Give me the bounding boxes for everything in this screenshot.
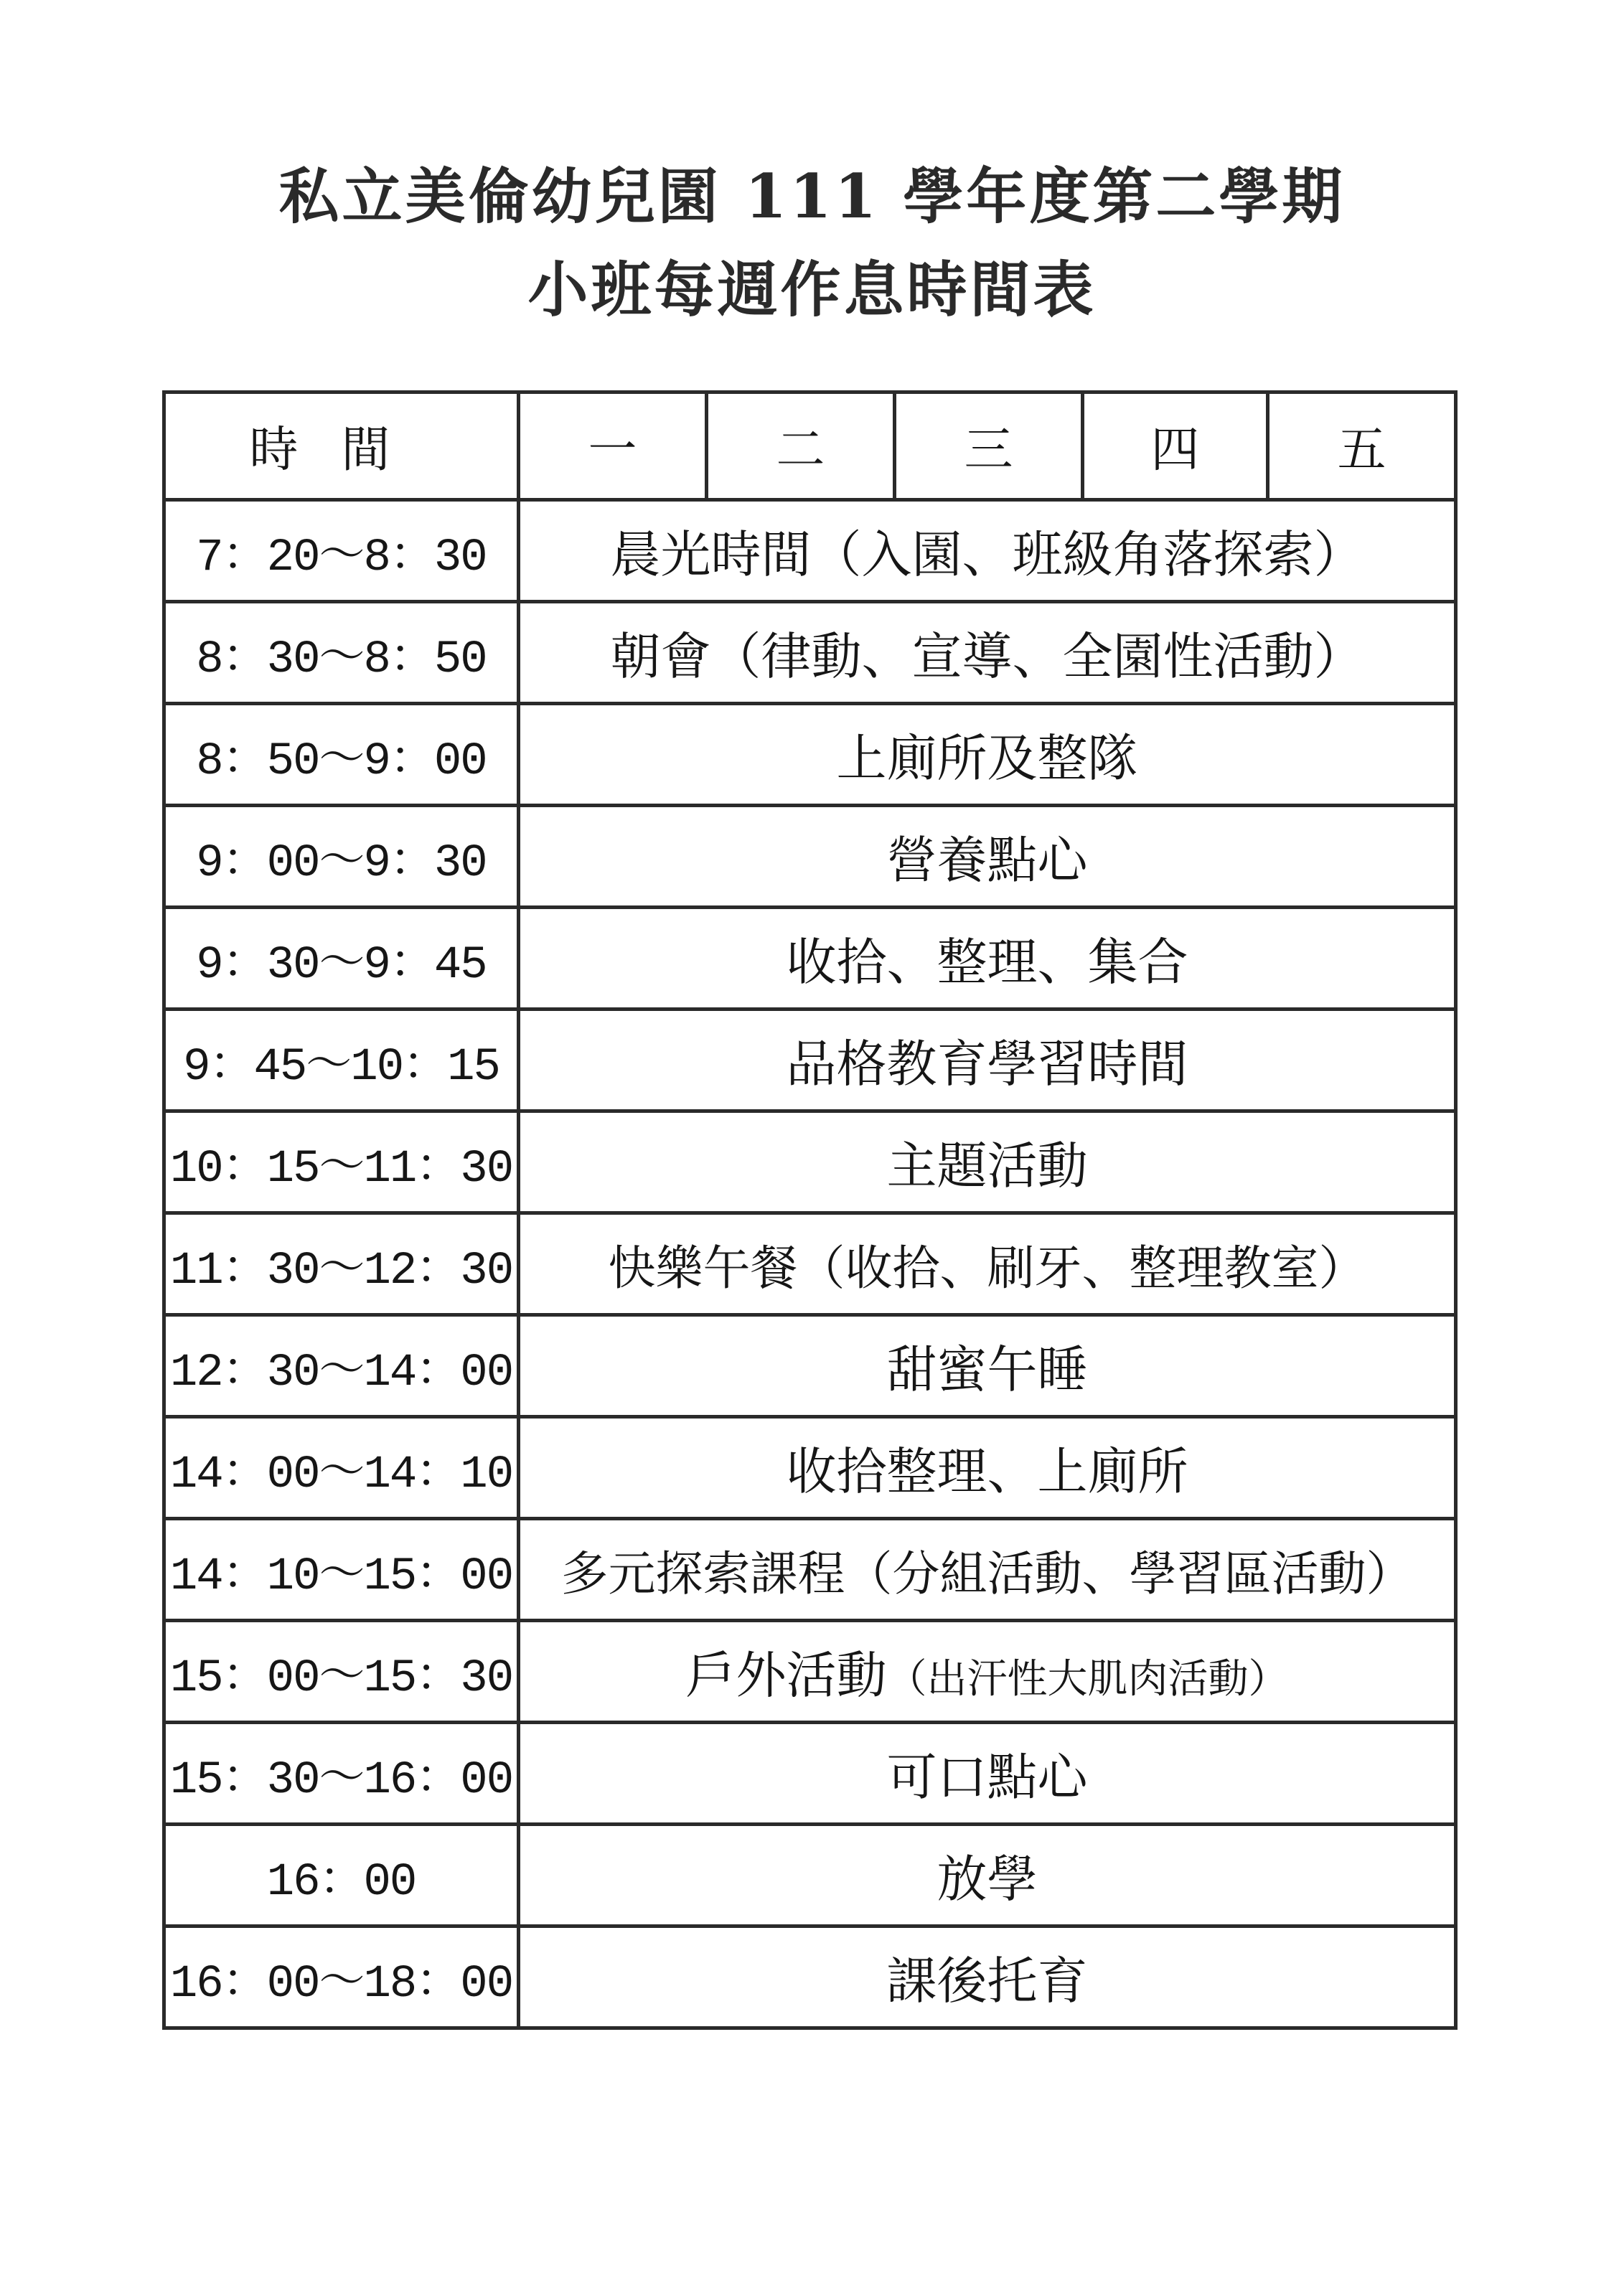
time-cell: 8：30～8：50 bbox=[164, 602, 519, 704]
activity-cell: 上廁所及整隊 bbox=[519, 704, 1456, 806]
header-row bbox=[164, 392, 1456, 500]
time-cell: 11：30～12：30 bbox=[164, 1213, 519, 1315]
table-row bbox=[164, 1315, 1456, 1417]
table-row bbox=[164, 500, 1456, 602]
activity-cell: 營養點心 bbox=[519, 806, 1456, 908]
day-header-fri: 五 bbox=[1268, 392, 1456, 500]
activity-cell: 快樂午餐（收拾、刷牙、整理教室） bbox=[519, 1213, 1456, 1315]
day-header-wed: 三 bbox=[895, 392, 1083, 500]
time-cell: 14：10～15：00 bbox=[164, 1519, 519, 1621]
activity-text: 戶外活動 bbox=[685, 1646, 887, 1705]
table-row bbox=[164, 602, 1456, 704]
time-column-header: 時間 bbox=[164, 392, 519, 500]
time-cell: 10：15～11：30 bbox=[164, 1111, 519, 1213]
time-cell: 12：30～14：00 bbox=[164, 1315, 519, 1417]
activity-cell: 品格教育學習時間 bbox=[519, 1010, 1456, 1111]
table-row bbox=[164, 1213, 1456, 1315]
activity-cell: 課後托育 bbox=[519, 1926, 1456, 2028]
activity-note: （出汗性大肌肉活動） bbox=[886, 1656, 1289, 1703]
time-cell: 16：00～18：00 bbox=[164, 1926, 519, 2028]
activity-cell: 收拾整理、上廁所 bbox=[519, 1417, 1456, 1519]
activity-cell bbox=[519, 1621, 1456, 1723]
activity-cell: 晨光時間（入園、班級角落探索） bbox=[519, 500, 1456, 602]
document-subtitle: 小班每週作息時間表 bbox=[527, 254, 1097, 325]
table-row bbox=[164, 806, 1456, 908]
time-cell: 9：00～9：30 bbox=[164, 806, 519, 908]
time-cell: 15：30～16：00 bbox=[164, 1723, 519, 1825]
table-row bbox=[164, 1417, 1456, 1519]
activity-cell: 朝會（律動、宣導、全園性活動） bbox=[519, 602, 1456, 704]
time-cell: 14：00～14：10 bbox=[164, 1417, 519, 1519]
activity-cell: 放學 bbox=[519, 1825, 1456, 1926]
time-cell: 9：30～9：45 bbox=[164, 908, 519, 1010]
table-row bbox=[164, 1926, 1456, 2028]
time-cell: 7：20～8：30 bbox=[164, 500, 519, 602]
day-header-thu: 四 bbox=[1083, 392, 1268, 500]
activity-cell: 可口點心 bbox=[519, 1723, 1456, 1825]
activity-cell: 多元探索課程（分組活動、學習區活動） bbox=[519, 1519, 1456, 1621]
table-row bbox=[164, 1825, 1456, 1926]
table-row bbox=[164, 1723, 1456, 1825]
day-header-tue: 二 bbox=[707, 392, 895, 500]
table-row bbox=[164, 1010, 1456, 1111]
table-row bbox=[164, 1111, 1456, 1213]
time-cell: 15：00～15：30 bbox=[164, 1621, 519, 1723]
activity-cell: 收拾、整理、集合 bbox=[519, 908, 1456, 1010]
table-row bbox=[164, 704, 1456, 806]
time-cell: 8：50～9：00 bbox=[164, 704, 519, 806]
activity-cell: 主題活動 bbox=[519, 1111, 1456, 1213]
table-row bbox=[164, 1621, 1456, 1723]
activity-cell: 甜蜜午睡 bbox=[519, 1315, 1456, 1417]
table-row bbox=[164, 1519, 1456, 1621]
document-title: 私立美倫幼兒園 111 學年度第二學期 bbox=[278, 161, 1346, 232]
time-cell: 9：45～10：15 bbox=[164, 1010, 519, 1111]
schedule-table bbox=[162, 390, 1458, 2030]
time-cell: 16：00 bbox=[164, 1825, 519, 1926]
table-row bbox=[164, 908, 1456, 1010]
day-header-mon: 一 bbox=[519, 392, 707, 500]
